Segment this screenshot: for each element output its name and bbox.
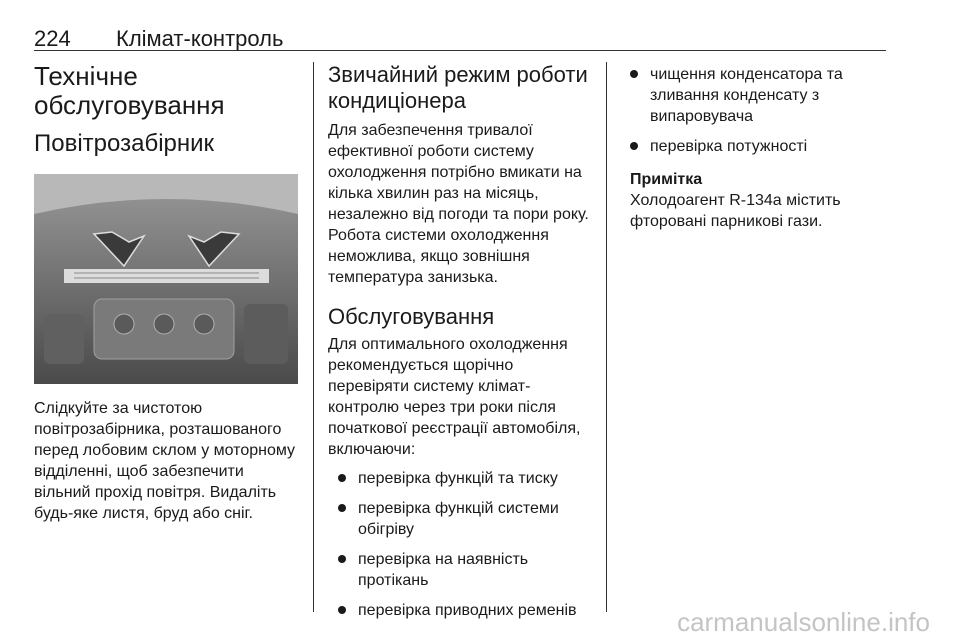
bullet-icon: [338, 555, 346, 563]
service-list: [328, 468, 593, 621]
list-item: перевірка потужності: [622, 136, 886, 157]
list-item: перевірка функцій системи обігріву: [328, 498, 593, 540]
note-text: Холодоагент R-134a містить фторовані парникові гази.: [630, 192, 841, 230]
bullet-icon: [630, 70, 638, 78]
column-1: [34, 62, 302, 524]
column-3: [622, 62, 886, 232]
bullet-icon: [338, 474, 346, 482]
list-item: чищення конденсатора та зливання конденсату з випаровувача: [622, 64, 886, 127]
note-title: Примітка: [630, 171, 703, 188]
service-paragraph: Для оптимального охолодження рекомендується щорічно перевіряти систему клімат-контролю через три роки після початкової реєстрації автомобіля, включаючи:: [328, 336, 581, 458]
section-title: Технічне обслуговування: [34, 61, 225, 120]
column-divider: [313, 62, 314, 612]
engine-bay-image: [34, 174, 298, 384]
watermark: carmanualsonline.info: [677, 607, 930, 637]
ac-mode-heading: Звичайний режим роботи кондиціонера: [328, 62, 588, 113]
bullet-icon: [338, 606, 346, 614]
running-title: Клімат-контроль: [116, 26, 284, 51]
column-divider: [606, 62, 607, 612]
service-list-continued: [622, 64, 886, 157]
page-number: 224: [34, 26, 71, 51]
page-header: [34, 20, 886, 51]
ac-mode-paragraph: Для забезпечення тривалої ефективної роботи систему охолодження потрібно вмикати на кілька хвилин раз на місяць, незалежно від погоди та пори року. Робота системи охолодження неможлива, якщо зовнішня температура занизька.: [328, 122, 589, 286]
air-intake-illustration: [34, 174, 298, 384]
column-2: [328, 62, 593, 630]
service-heading: Обслуговування: [328, 304, 495, 329]
subsection-title: Повітрозабірник: [34, 130, 215, 157]
intake-paragraph: Слідкуйте за чистотою повітрозабірника, розташованого перед лобовим склом у моторному відділенні, щоб забезпечити вільний прохід повітря. Видаліть будь-яке листя, бруд або сніг.: [34, 400, 296, 522]
list-item: перевірка на наявність протікань: [328, 549, 593, 591]
list-item: перевірка функцій та тиску: [328, 468, 593, 489]
list-item: перевірка приводних ременів: [328, 600, 593, 621]
bullet-icon: [338, 504, 346, 512]
bullet-icon: [630, 142, 638, 150]
